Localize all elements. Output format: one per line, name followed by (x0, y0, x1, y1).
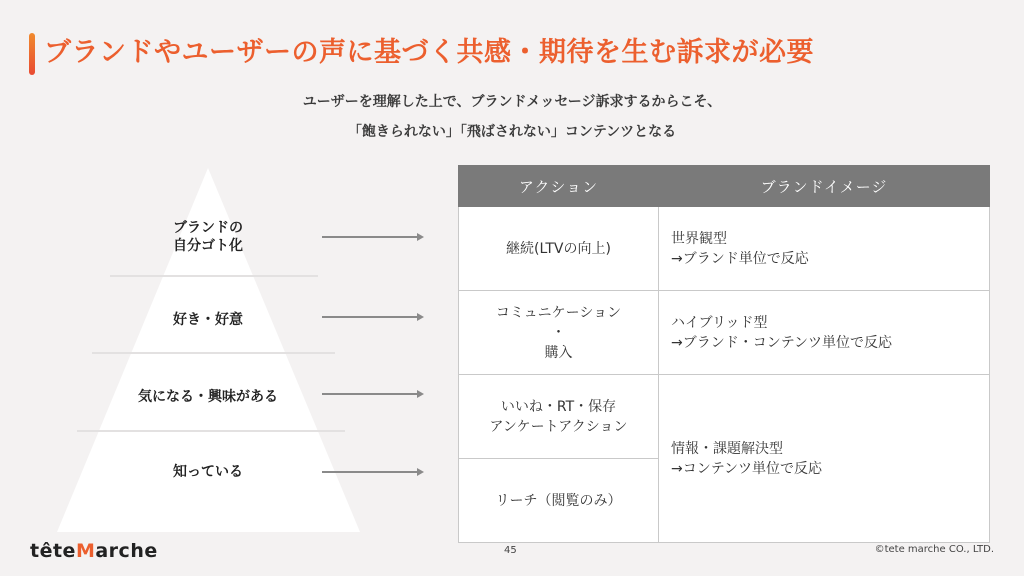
action-cell (459, 459, 659, 543)
brand-image-type: ハイブリッド型 (671, 314, 768, 331)
table-header-row (459, 166, 990, 207)
action-cell (459, 291, 659, 375)
pyramid-level-interest (108, 388, 308, 406)
brand-logo (30, 540, 158, 562)
action-text: コミュニケーション (495, 304, 622, 321)
logo-m-mark: M (75, 540, 96, 562)
brand-image-response: →ブランド単位で反応 (671, 250, 809, 267)
logo-text: tête (30, 540, 76, 562)
pyramid-level-brand-ownership (108, 219, 308, 255)
brand-image-response: →コンテンツ単位で反応 (671, 460, 823, 477)
pyramid-level-label: 自分ゴト化 (173, 238, 243, 254)
action-text: アンケートアクション (489, 418, 628, 435)
pyramid-level-label: 好き・好意 (173, 312, 243, 328)
action-brand-table (458, 165, 990, 543)
logo-text: arche (95, 540, 158, 562)
action-text: 継続(LTVの向上) (506, 240, 611, 257)
pyramid-level-awareness (108, 463, 308, 481)
brand-image-cell (659, 207, 990, 291)
action-text: ・ (551, 324, 566, 341)
subtitle-line-2: 「飽きられない」「飛ばされない」コンテンツとなる (347, 124, 677, 140)
action-text: 購入 (544, 344, 573, 361)
arrow-right-icon (322, 393, 418, 395)
brand-image-response: →ブランド・コンテンツ単位で反応 (671, 334, 893, 351)
column-header-brand-image: ブランドイメージ (659, 166, 990, 207)
page-number: 45 (504, 545, 517, 556)
brand-image-type: 世界観型 (671, 230, 727, 247)
action-cell (459, 207, 659, 291)
pyramid-level-label: 知っている (173, 464, 243, 480)
pyramid-level-label: ブランドの (173, 220, 243, 236)
arrow-right-icon (322, 471, 418, 473)
arrow-right-icon (322, 316, 418, 318)
subtitle-line-1: ユーザーを理解した上で、ブランドメッセージ訴求するからこそ、 (302, 94, 722, 110)
pyramid-level-liking (108, 311, 308, 329)
action-text: いいね・RT・保存 (500, 398, 617, 415)
action-cell (459, 375, 659, 459)
action-text: リーチ（閲覧のみ） (495, 492, 622, 509)
brand-image-cell (659, 291, 990, 375)
arrow-right-icon (322, 236, 418, 238)
table-row (459, 291, 990, 375)
pyramid-level-label: 気になる・興味がある (138, 389, 278, 405)
page-title: ブランドやユーザーの声に基づく共感・期待を生む訴求が必要 (44, 37, 814, 68)
table-row (459, 375, 990, 459)
copyright: ©tete marche CO., LTD. (874, 544, 994, 555)
table-row (459, 207, 990, 291)
brand-image-cell (659, 375, 990, 543)
column-header-action: アクション (459, 166, 659, 207)
brand-image-type: 情報・課題解決型 (671, 440, 783, 457)
